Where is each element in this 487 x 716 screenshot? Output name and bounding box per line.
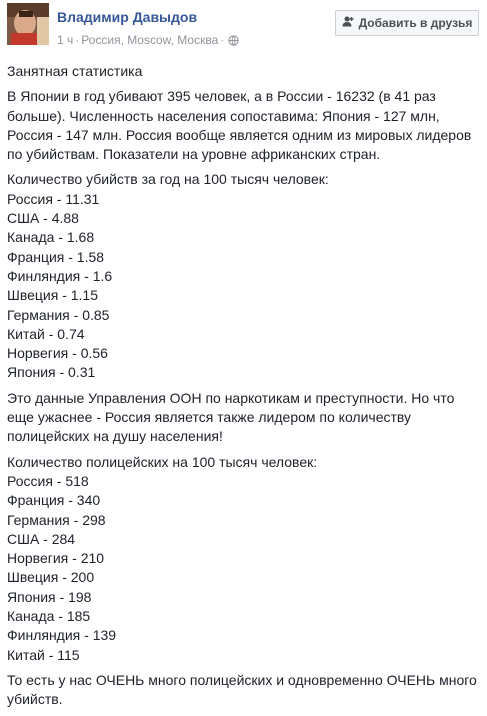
meta-separator: · — [220, 33, 225, 47]
post-location[interactable]: Россия, Moscow, Москва — [81, 33, 219, 47]
list-item: Китай - 0.74 — [7, 325, 85, 342]
add-friend-label: Добавить в друзья — [358, 16, 473, 30]
list-item: Германия - 298 — [7, 511, 106, 528]
list-item: США - 284 — [7, 530, 76, 547]
post-time[interactable]: 1 ч — [57, 33, 74, 47]
list-item: Норвегия - 0.56 — [7, 345, 108, 362]
police-block — [7, 453, 481, 665]
list-item: Норвегия - 210 — [7, 550, 105, 567]
post-header — [0, 0, 487, 60]
post-middle: Это данные Управления ООН по наркотикам и преступности. Но что еще ужаснее - Россия является также лидером по количеству полицейских на душу населения! — [7, 389, 455, 445]
murders-block — [7, 170, 481, 382]
author-name[interactable]: Владимир Давыдов — [57, 9, 198, 25]
list-item: США - 4.88 — [7, 210, 79, 227]
murders-heading: Количество убийств за год на 100 тысяч человек: — [7, 171, 329, 188]
post-intro: В Японии в год убивают 395 человек, а в России - 16232 (в 41 раз больше). Численность населения сопоставима: Япония - 127 млн, Россия - 147 млн. Россия вообще является одним из мировых лидеров по убийствам. Показатели на уровне африканских стран. — [7, 88, 472, 163]
list-item: Швеция - 1.15 — [7, 287, 99, 304]
avatar-photo — [7, 3, 49, 45]
list-item: Швеция - 200 — [7, 569, 95, 586]
post-meta — [57, 33, 239, 49]
list-item: Германия - 0.85 — [7, 306, 110, 323]
add-friend-button[interactable] — [335, 10, 479, 36]
list-item: Финляндия - 1.6 — [7, 267, 113, 284]
list-item: Франция - 340 — [7, 492, 101, 509]
meta-separator: · — [75, 33, 80, 47]
list-item: Канада - 185 — [7, 608, 91, 625]
post-body — [7, 62, 481, 716]
list-item: Финляндия - 139 — [7, 627, 117, 644]
list-item: Китай - 115 — [7, 646, 80, 663]
post-title: Занятная статистика — [7, 63, 143, 79]
list-item: Канада - 1.68 — [7, 229, 95, 246]
police-heading: Количество полицейских на 100 тысяч человек: — [7, 453, 318, 470]
list-item: Япония - 0.31 — [7, 364, 96, 381]
add-friend-icon — [342, 16, 354, 30]
list-item: Япония - 198 — [7, 588, 92, 605]
avatar[interactable] — [7, 3, 49, 45]
globe-icon[interactable] — [228, 35, 239, 49]
list-item: Франция - 1.58 — [7, 248, 105, 265]
post-conclusion: То есть у нас ОЧЕНЬ много полицейских и одновременно ОЧЕНЬ много убийств. — [7, 671, 477, 708]
list-item: Россия - 518 — [7, 472, 89, 489]
list-item: Россия - 11.31 — [7, 190, 100, 207]
